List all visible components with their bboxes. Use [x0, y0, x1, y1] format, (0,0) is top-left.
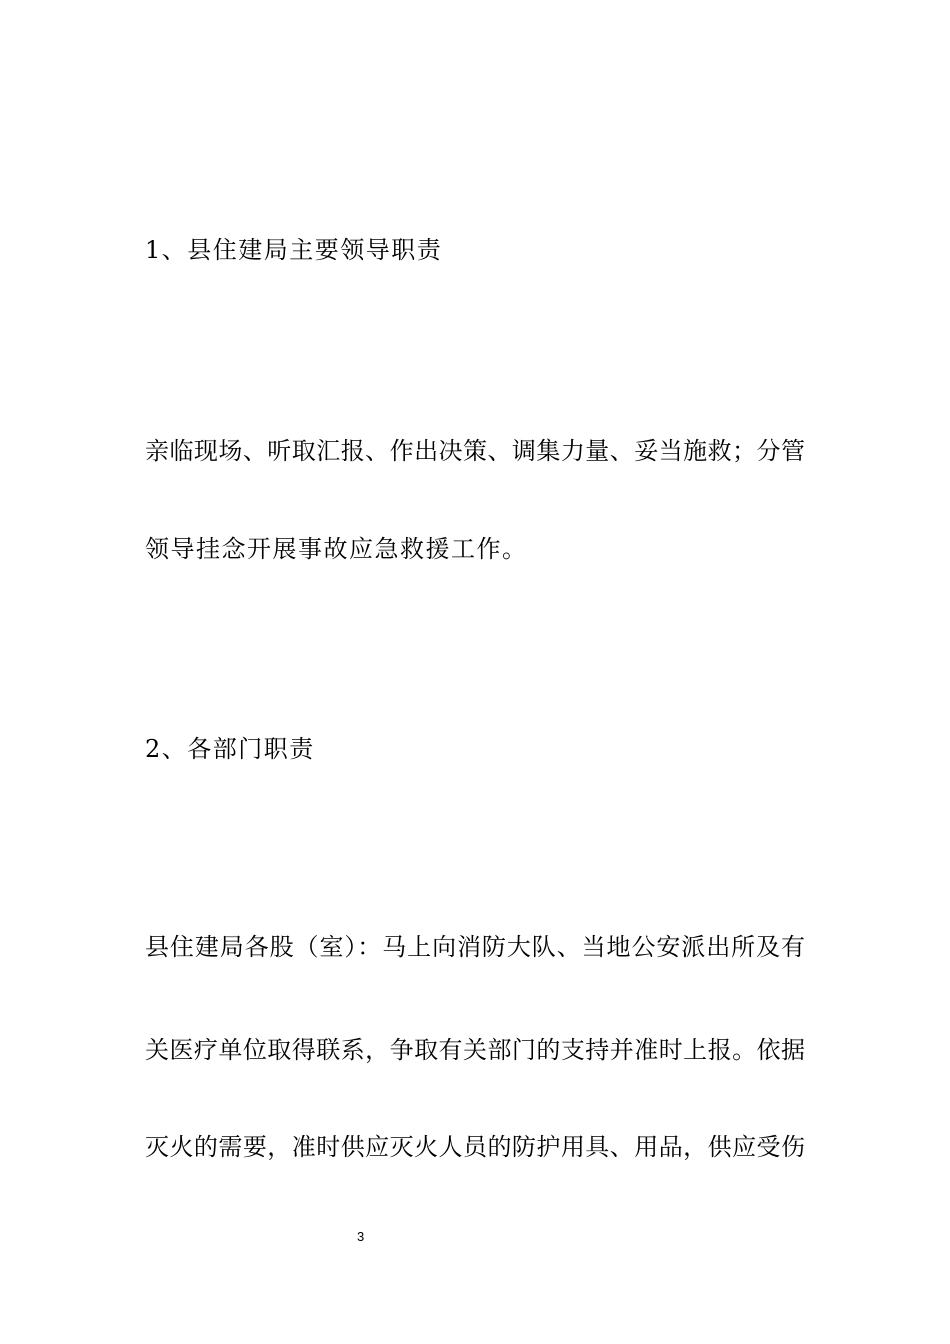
section-heading-1: 1、县住建局主要领导职责 — [145, 236, 443, 264]
paragraph-1-line-2: 领导挂念开展事故应急救援工作。 — [145, 535, 528, 563]
page-number: 3 — [357, 1229, 365, 1244]
paragraph-2-line-1: 县住建局各股（室）：马上向消防大队、当地公安派出所及有 — [145, 933, 805, 961]
paragraph-1-line-1: 亲临现场、听取汇报、作出决策、调集力量、妥当施救；分管 — [145, 437, 805, 465]
section-heading-2: 2、各部门职责 — [145, 735, 315, 763]
paragraph-2-line-3: 灭火的需要，准时供应灭火人员的防护用具、用品，供应受伤 — [145, 1133, 805, 1161]
paragraph-2-line-2: 关医疗单位取得联系，争取有关部门的支持并准时上报。依据 — [145, 1036, 805, 1064]
